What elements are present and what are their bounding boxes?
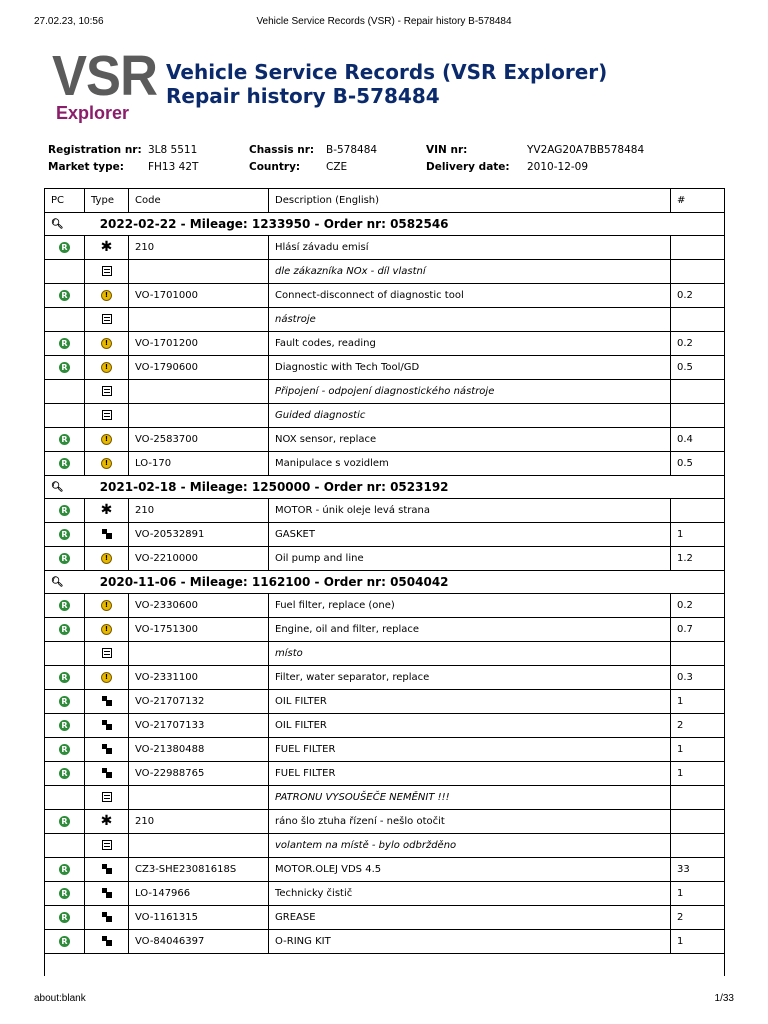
qty-cell [671, 380, 725, 404]
pc-cell [45, 499, 85, 523]
market-label: Market type: [48, 161, 124, 173]
description-cell: NOX sensor, replace [269, 428, 671, 452]
table-row [45, 930, 725, 954]
qty-cell [671, 308, 725, 332]
pc-cell [45, 738, 85, 762]
description-cell: Guided diagnostic [269, 404, 671, 428]
type-cell [85, 236, 129, 260]
pc-cell [45, 690, 85, 714]
qty-cell [671, 810, 725, 834]
code-cell: VO-1790600 [129, 356, 269, 380]
pc-cell [45, 260, 85, 284]
description-cell: GASKET [269, 523, 671, 547]
description-cell: O-RING KIT [269, 930, 671, 954]
type-cell [85, 308, 129, 332]
type-cell [85, 666, 129, 690]
description-cell: Filter, water separator, replace [269, 666, 671, 690]
table-row [45, 284, 725, 308]
work-operation-icon: ! [101, 338, 112, 349]
pc-status-icon: R [59, 553, 70, 564]
code-cell: VO-1751300 [129, 618, 269, 642]
description-cell: ráno šlo ztuha řízení - nešlo otočit [269, 810, 671, 834]
table-row [45, 618, 725, 642]
type-cell [85, 332, 129, 356]
work-operation-icon: ! [101, 672, 112, 683]
pc-cell [45, 523, 85, 547]
table-row [45, 547, 725, 571]
table-row [45, 523, 725, 547]
description-cell: FUEL FILTER [269, 738, 671, 762]
code-cell: VO-1701200 [129, 332, 269, 356]
code-cell [129, 308, 269, 332]
table-row [45, 428, 725, 452]
description-cell: Diagnostic with Tech Tool/GD [269, 356, 671, 380]
note-icon [102, 314, 112, 324]
order-group-header [45, 476, 725, 499]
table-row [45, 906, 725, 930]
pc-status-icon: R [59, 768, 70, 779]
qty-cell: 1 [671, 930, 725, 954]
qty-cell: 1 [671, 882, 725, 906]
qty-cell: 0.3 [671, 666, 725, 690]
table-row [45, 404, 725, 428]
logo-main-text: VSR [52, 44, 158, 108]
type-cell [85, 858, 129, 882]
note-icon [102, 266, 112, 276]
pc-cell [45, 428, 85, 452]
print-page-number: 1/33 [714, 993, 734, 1004]
part-icon [102, 529, 112, 539]
col-header-pc: PC [45, 189, 85, 213]
table-row [45, 810, 725, 834]
code-cell: VO-2331100 [129, 666, 269, 690]
code-cell: LO-170 [129, 452, 269, 476]
part-icon [102, 696, 112, 706]
qty-cell: 1 [671, 738, 725, 762]
order-heading: 2021-02-18 - Mileage: 1250000 - Order nr: 0523192 [99, 480, 449, 494]
pc-cell [45, 642, 85, 666]
description-cell: místo [269, 642, 671, 666]
part-icon [102, 936, 112, 946]
qty-cell [671, 260, 725, 284]
code-cell [129, 642, 269, 666]
work-operation-icon: ! [101, 290, 112, 301]
table-row [45, 594, 725, 618]
logo-sub-text: Explorer [56, 103, 130, 123]
type-cell [85, 452, 129, 476]
description-cell: nástroje [269, 308, 671, 332]
table-row [45, 236, 725, 260]
order-group-header [45, 571, 725, 594]
pc-status-icon: R [59, 888, 70, 899]
pc-status-icon: R [59, 434, 70, 445]
type-cell [85, 882, 129, 906]
table-row [45, 858, 725, 882]
type-cell [85, 404, 129, 428]
col-header-qty: # [671, 189, 725, 213]
print-footer [34, 993, 734, 1007]
qty-cell: 0.2 [671, 284, 725, 308]
description-cell: MOTOR - únik oleje levá strana [269, 499, 671, 523]
type-cell [85, 786, 129, 810]
pc-status-icon: R [59, 672, 70, 683]
table-row [45, 642, 725, 666]
qty-cell [671, 834, 725, 858]
type-cell [85, 380, 129, 404]
code-cell: 210 [129, 236, 269, 260]
type-cell [85, 906, 129, 930]
pc-cell [45, 618, 85, 642]
pc-cell [45, 356, 85, 380]
country-label: Country: [249, 161, 301, 173]
code-cell [129, 380, 269, 404]
qty-cell [671, 499, 725, 523]
code-cell: VO-1161315 [129, 906, 269, 930]
pc-status-icon: R [59, 816, 70, 827]
qty-cell [671, 786, 725, 810]
pc-status-icon: R [59, 505, 70, 516]
pc-cell [45, 714, 85, 738]
magnifier-icon[interactable]: 🔍︎ [51, 577, 64, 588]
country-value: CZE [326, 161, 348, 173]
print-page-title: Vehicle Service Records (VSR) - Repair history B-578484 [256, 16, 512, 27]
part-icon [102, 768, 112, 778]
col-header-description: Description (English) [269, 189, 671, 213]
pc-cell [45, 380, 85, 404]
description-cell: FUEL FILTER [269, 762, 671, 786]
note-icon [102, 840, 112, 850]
code-cell: LO-147966 [129, 882, 269, 906]
pc-status-icon: R [59, 720, 70, 731]
asterisk-icon: ✱ [100, 813, 113, 829]
pc-status-icon: R [59, 529, 70, 540]
pc-cell [45, 594, 85, 618]
title-line-2: Repair history B-578484 [166, 84, 440, 108]
type-cell [85, 930, 129, 954]
pc-status-icon: R [59, 744, 70, 755]
qty-cell: 1 [671, 762, 725, 786]
code-cell: CZ3-SHE23081618S [129, 858, 269, 882]
print-url: about:blank [34, 993, 86, 1004]
pc-status-icon: R [59, 362, 70, 373]
type-cell [85, 642, 129, 666]
description-cell: PATRONU VYSOUŠEČE NEMĚNIT !!! [269, 786, 671, 810]
description-cell: OIL FILTER [269, 690, 671, 714]
description-cell: Hlásí závadu emisí [269, 236, 671, 260]
code-cell: 210 [129, 499, 269, 523]
vsr-explorer-logo [52, 44, 158, 126]
pc-cell [45, 762, 85, 786]
order-heading: 2022-02-22 - Mileage: 1233950 - Order nr: 0582546 [99, 217, 449, 231]
work-operation-icon: ! [101, 600, 112, 611]
qty-cell: 0.5 [671, 356, 725, 380]
table-row [45, 882, 725, 906]
delivery-label: Delivery date: [426, 161, 510, 173]
table-row [45, 499, 725, 523]
type-cell [85, 499, 129, 523]
pc-status-icon: R [59, 600, 70, 611]
description-cell: MOTOR.OLEJ VDS 4.5 [269, 858, 671, 882]
qty-cell: 0.7 [671, 618, 725, 642]
code-cell [129, 786, 269, 810]
qty-cell: 1.2 [671, 547, 725, 571]
description-cell: Engine, oil and filter, replace [269, 618, 671, 642]
vin-value: YV2AG20A7BB578484 [527, 144, 645, 156]
pc-cell [45, 284, 85, 308]
table-continuation [45, 954, 725, 977]
type-cell [85, 594, 129, 618]
pc-status-icon: R [59, 912, 70, 923]
type-cell [85, 618, 129, 642]
print-datetime: 27.02.23, 10:56 [34, 16, 104, 27]
qty-cell: 33 [671, 858, 725, 882]
description-cell: OIL FILTER [269, 714, 671, 738]
table-row [45, 452, 725, 476]
page-title [166, 60, 607, 108]
description-cell: Oil pump and line [269, 547, 671, 571]
pc-cell [45, 906, 85, 930]
vehicle-info [48, 144, 728, 178]
table-header-row [45, 189, 725, 213]
pc-cell [45, 308, 85, 332]
qty-cell: 1 [671, 690, 725, 714]
description-cell: Fuel filter, replace (one) [269, 594, 671, 618]
qty-cell [671, 642, 725, 666]
code-cell [129, 404, 269, 428]
type-cell [85, 714, 129, 738]
print-header [34, 16, 734, 30]
code-cell: VO-21380488 [129, 738, 269, 762]
registration-label: Registration nr: [48, 144, 142, 156]
table-row [45, 762, 725, 786]
table-row [45, 690, 725, 714]
qty-cell: 2 [671, 906, 725, 930]
description-cell: Manipulace s vozidlem [269, 452, 671, 476]
part-icon [102, 864, 112, 874]
magnifier-icon[interactable]: 🔍︎ [51, 219, 64, 230]
qty-cell: 0.2 [671, 332, 725, 356]
table-row [45, 714, 725, 738]
code-cell: VO-2210000 [129, 547, 269, 571]
magnifier-icon[interactable]: 🔍︎ [51, 482, 64, 493]
vin-label: VIN nr: [426, 144, 468, 156]
work-operation-icon: ! [101, 458, 112, 469]
pc-cell [45, 404, 85, 428]
qty-cell: 1 [671, 523, 725, 547]
col-header-code: Code [129, 189, 269, 213]
pc-cell [45, 452, 85, 476]
pc-cell [45, 666, 85, 690]
pc-status-icon: R [59, 696, 70, 707]
market-value: FH13 42T [148, 161, 199, 173]
note-icon [102, 648, 112, 658]
type-cell [85, 810, 129, 834]
asterisk-icon: ✱ [100, 502, 113, 518]
code-cell [129, 260, 269, 284]
description-cell: GREASE [269, 906, 671, 930]
pc-cell [45, 236, 85, 260]
table-row [45, 834, 725, 858]
part-icon [102, 888, 112, 898]
work-operation-icon: ! [101, 553, 112, 564]
pc-status-icon: R [59, 290, 70, 301]
qty-cell [671, 236, 725, 260]
type-cell [85, 738, 129, 762]
description-cell: Fault codes, reading [269, 332, 671, 356]
note-icon [102, 410, 112, 420]
code-cell: VO-21707132 [129, 690, 269, 714]
pc-cell [45, 547, 85, 571]
pc-cell [45, 882, 85, 906]
type-cell [85, 428, 129, 452]
code-cell: VO-84046397 [129, 930, 269, 954]
code-cell: VO-2583700 [129, 428, 269, 452]
note-icon [102, 386, 112, 396]
description-cell: volantem na místě - bylo odbržděno [269, 834, 671, 858]
code-cell: VO-1701000 [129, 284, 269, 308]
repair-history-table [44, 188, 725, 976]
delivery-value: 2010-12-09 [527, 161, 589, 173]
pc-status-icon: R [59, 624, 70, 635]
code-cell: VO-21707133 [129, 714, 269, 738]
table-row [45, 308, 725, 332]
table-row [45, 332, 725, 356]
col-header-type: Type [85, 189, 129, 213]
description-cell: Connect-disconnect of diagnostic tool [269, 284, 671, 308]
work-operation-icon: ! [101, 362, 112, 373]
pc-cell [45, 858, 85, 882]
table-row [45, 380, 725, 404]
type-cell [85, 690, 129, 714]
part-icon [102, 744, 112, 754]
qty-cell: 0.5 [671, 452, 725, 476]
type-cell [85, 260, 129, 284]
pc-status-icon: R [59, 936, 70, 947]
pc-cell [45, 786, 85, 810]
qty-cell: 0.4 [671, 428, 725, 452]
type-cell [85, 523, 129, 547]
table-row [45, 786, 725, 810]
type-cell [85, 284, 129, 308]
table-row [45, 666, 725, 690]
registration-value: 3L8 5511 [148, 144, 198, 156]
pc-status-icon: R [59, 242, 70, 253]
asterisk-icon: ✱ [100, 239, 113, 255]
pc-status-icon: R [59, 864, 70, 875]
code-cell: 210 [129, 810, 269, 834]
qty-cell [671, 404, 725, 428]
part-icon [102, 720, 112, 730]
type-cell [85, 834, 129, 858]
table-row [45, 260, 725, 284]
description-cell: dle zákazníka NOx - díl vlastní [269, 260, 671, 284]
code-cell: VO-2330600 [129, 594, 269, 618]
description-cell: Připojení - odpojení diagnostického nástroje [269, 380, 671, 404]
chassis-label: Chassis nr: [249, 144, 315, 156]
type-cell [85, 356, 129, 380]
chassis-value: B-578484 [326, 144, 378, 156]
pc-cell [45, 332, 85, 356]
qty-cell: 0.2 [671, 594, 725, 618]
part-icon [102, 912, 112, 922]
pc-status-icon: R [59, 458, 70, 469]
work-operation-icon: ! [101, 624, 112, 635]
order-heading: 2020-11-06 - Mileage: 1162100 - Order nr: 0504042 [99, 575, 449, 589]
title-line-1: Vehicle Service Records (VSR Explorer) [166, 60, 608, 84]
table-row [45, 356, 725, 380]
pc-cell [45, 930, 85, 954]
pc-cell [45, 810, 85, 834]
type-cell [85, 762, 129, 786]
table-row [45, 738, 725, 762]
pc-status-icon: R [59, 338, 70, 349]
description-cell: Technicky čistič [269, 882, 671, 906]
type-cell [85, 547, 129, 571]
qty-cell: 2 [671, 714, 725, 738]
code-cell: VO-20532891 [129, 523, 269, 547]
code-cell [129, 834, 269, 858]
order-group-header [45, 213, 725, 236]
work-operation-icon: ! [101, 434, 112, 445]
note-icon [102, 792, 112, 802]
pc-cell [45, 834, 85, 858]
code-cell: VO-22988765 [129, 762, 269, 786]
